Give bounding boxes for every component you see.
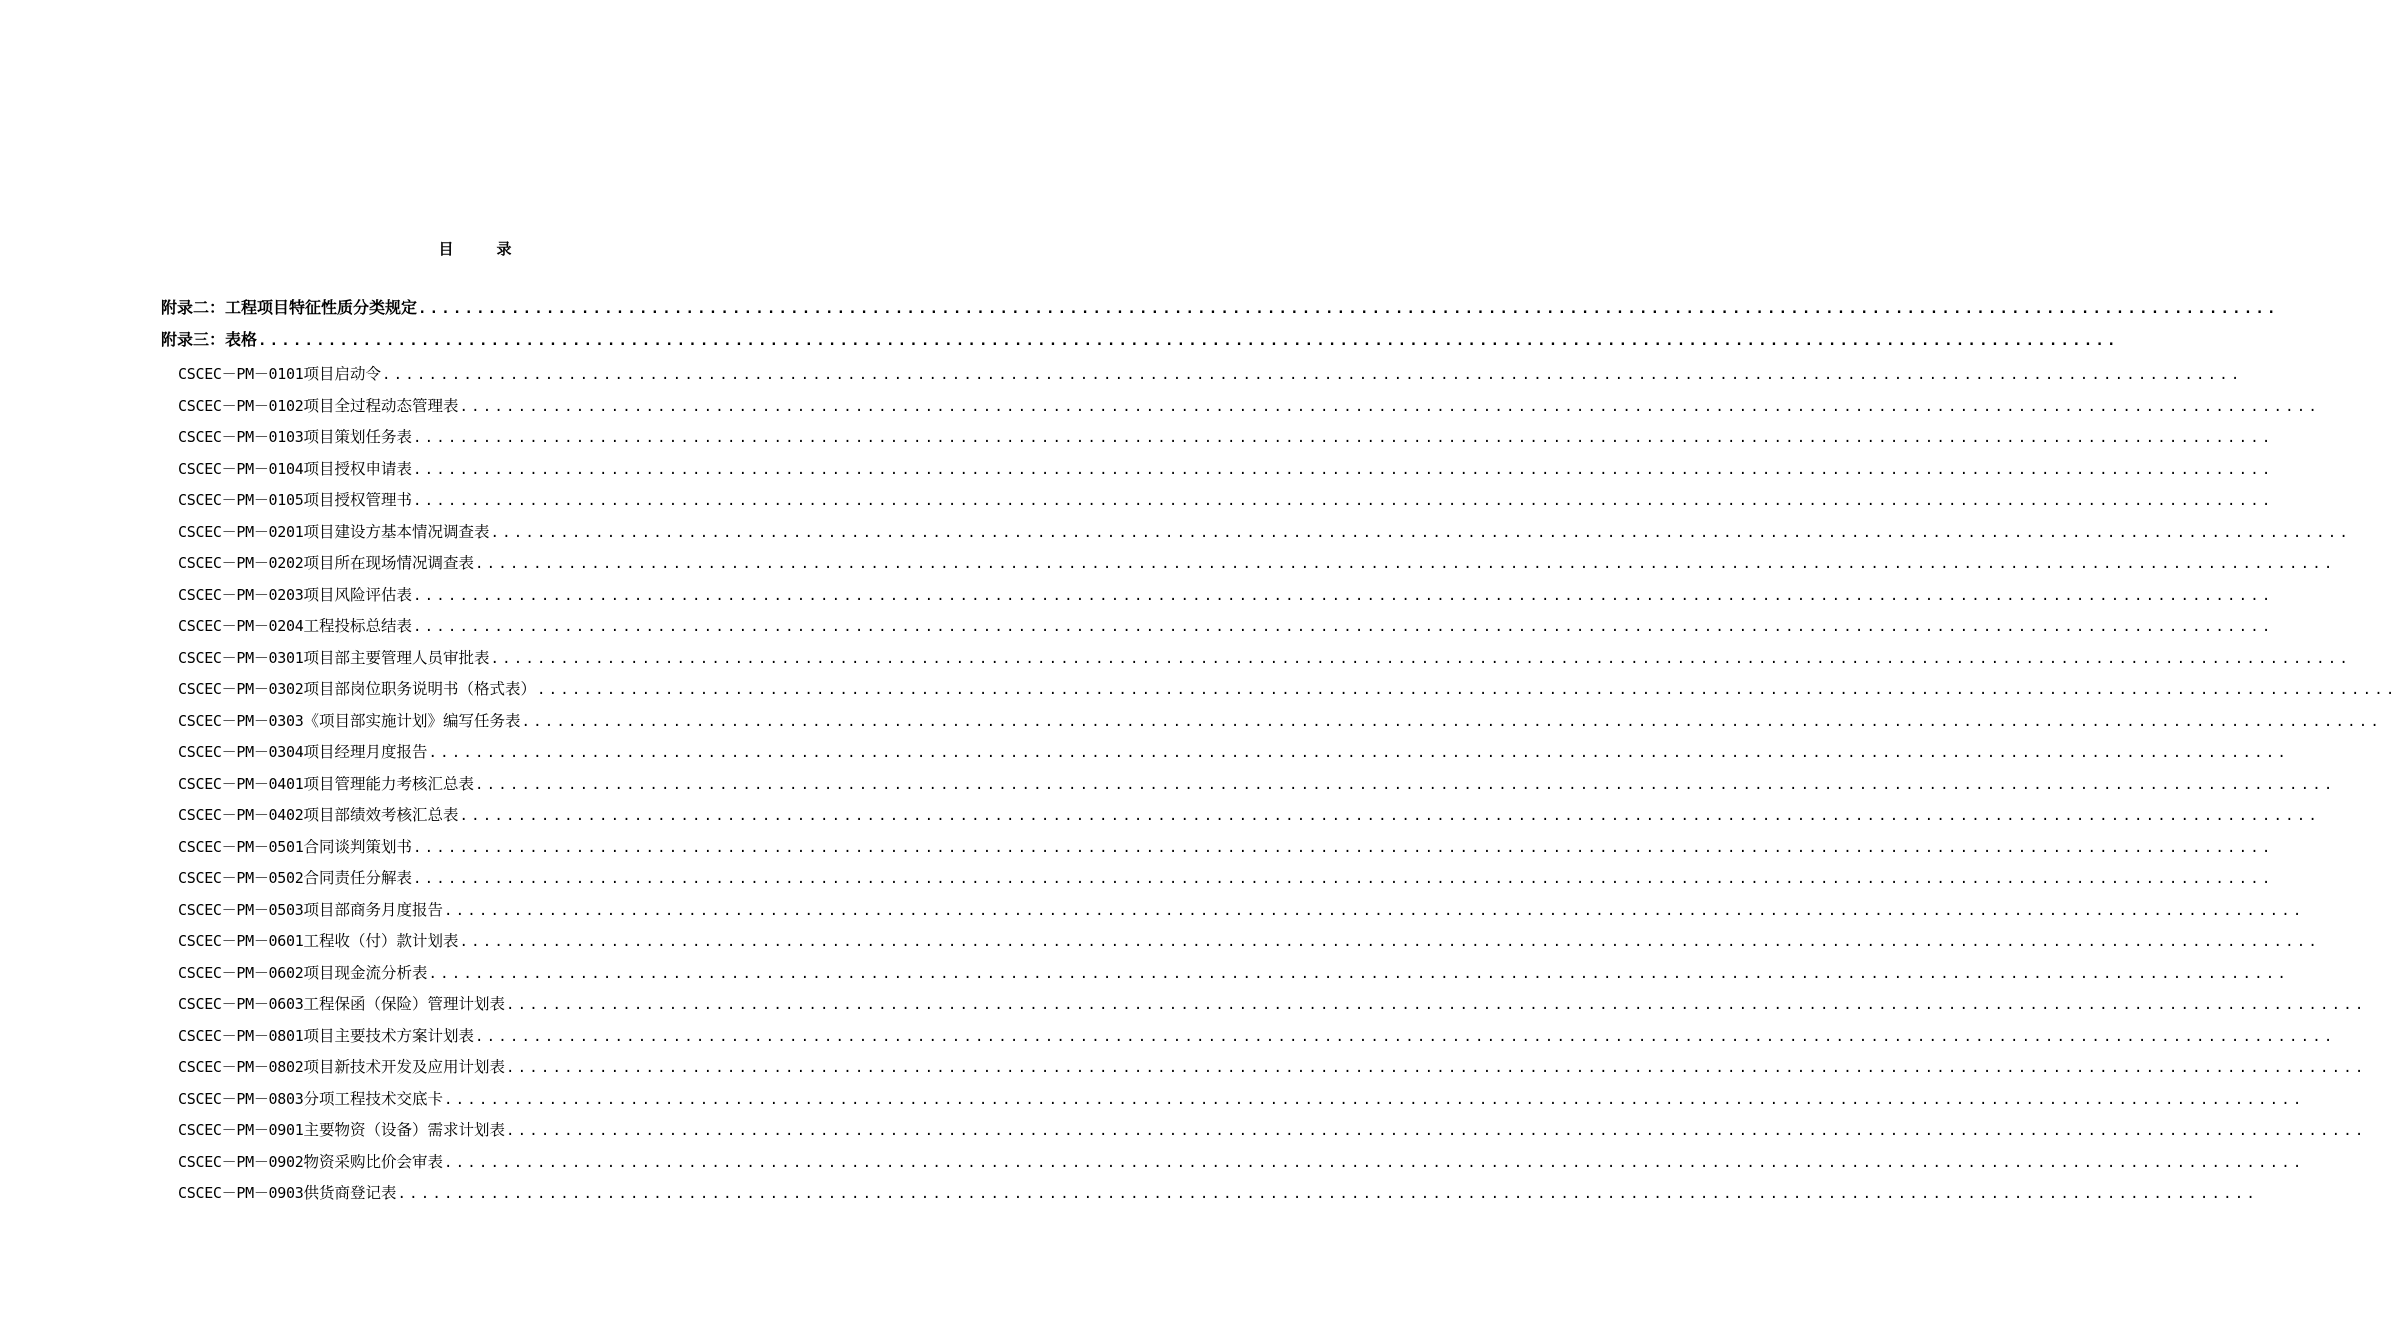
toc-section-appendix-3[interactable] — [161, 328, 2119, 352]
toc-leader: ................................................................................................................................................................ — [412, 619, 2274, 635]
toc-entry-text: 工程投标总结表 — [303, 617, 412, 635]
toc-entry-0103[interactable] — [178, 425, 2274, 449]
toc-entry-code: CSCEC－PM－0402 — [178, 806, 304, 824]
toc-entry-0201[interactable] — [178, 520, 2352, 544]
toc-entry-0901[interactable] — [178, 1118, 2367, 1142]
toc-leader: ................................................................................................................................................................ — [459, 398, 2321, 415]
toc-entry-0401[interactable] — [178, 772, 2336, 796]
toc-leader: ................................................................................................................................................................ — [490, 650, 2352, 667]
toc-leader: ................................................................................................................................................................ — [443, 1091, 2305, 1108]
toc-leader: ................................................................................................................................................................ — [505, 1123, 2367, 1139]
toc-entry-text: 项目新技术开发及应用计划表 — [303, 1058, 505, 1076]
toc-entry-code: CSCEC－PM－0503 — [178, 900, 304, 919]
toc-leader: ................................................................................................................................................................ — [459, 808, 2321, 824]
toc-entry-text: 项目建设方基本情况调查表 — [303, 522, 490, 541]
toc-entry-0802[interactable] — [178, 1055, 2367, 1079]
toc-entry-0501[interactable] — [178, 835, 2274, 859]
toc-leader: ................................................................................................................................................................ — [536, 682, 2398, 698]
toc-entry-text: 合同谈判策划书 — [303, 837, 412, 856]
toc-entry-0603[interactable] — [178, 992, 2367, 1016]
toc-leader: ................................................................................................................................................................ — [412, 493, 2274, 509]
toc-entry-0402[interactable] — [178, 803, 2321, 827]
toc-entry-code: CSCEC－PM－0304 — [178, 743, 304, 761]
toc-entry-code: CSCEC－PM－0105 — [178, 491, 304, 509]
toc-title: 目 录 — [438, 240, 526, 258]
toc-entry-0301[interactable] — [178, 646, 2352, 670]
toc-leader: ................................................................................................................................................................ — [412, 839, 2274, 856]
toc-entry-0602[interactable] — [178, 961, 2290, 985]
toc-leader: ................................................................................................................................................................ — [428, 965, 2290, 982]
toc-entry-code: CSCEC－PM－0602 — [178, 963, 304, 982]
toc-entry-text: 项目部商务月度报告 — [303, 900, 443, 919]
toc-entry-code: CSCEC－PM－0303 — [178, 711, 304, 730]
toc-entry-text: 项目授权申请表 — [303, 459, 412, 478]
toc-entry-0801[interactable] — [178, 1024, 2336, 1048]
toc-leader: ................................................................................................................................................................ — [428, 745, 2290, 761]
toc-section-text: 附录三：表格 — [161, 330, 258, 349]
toc-entry-text: 工程保函（保险）管理计划表 — [303, 995, 505, 1013]
toc-entry-code: CSCEC－PM－0201 — [178, 522, 304, 541]
toc-leader: ................................................................................................................................................................ — [474, 556, 2336, 572]
toc-entry-0902[interactable] — [178, 1150, 2305, 1174]
toc-section-appendix-2[interactable] — [161, 296, 2279, 320]
toc-leader: ................................................................................................................................................................ — [459, 934, 2321, 950]
toc-entry-code: CSCEC－PM－0502 — [178, 869, 304, 887]
toc-entry-0101[interactable] — [178, 362, 2243, 386]
toc-entry-0204[interactable] — [178, 614, 2274, 638]
toc-entry-text: 分项工程技术交底卡 — [303, 1089, 443, 1108]
toc-entry-code: CSCEC－PM－0203 — [178, 585, 304, 604]
toc-entry-code: CSCEC－PM－0204 — [178, 617, 304, 635]
toc-entry-0601[interactable] — [178, 929, 2321, 953]
toc-entry-text: 项目风险评估表 — [303, 585, 412, 604]
toc-entry-0302[interactable] — [178, 677, 2398, 701]
toc-entry-code: CSCEC－PM－0802 — [178, 1058, 304, 1076]
toc-entry-code: CSCEC－PM－0101 — [178, 365, 304, 383]
toc-leader: ................................................................................................................................................................ — [505, 1060, 2367, 1076]
toc-entry-text: 项目部主要管理人员审批表 — [303, 648, 490, 667]
toc-entry-0105[interactable] — [178, 488, 2274, 512]
toc-entry-text: 项目管理能力考核汇总表 — [303, 774, 474, 793]
toc-entry-text: 项目授权管理书 — [303, 491, 412, 509]
toc-entry-code: CSCEC－PM－0901 — [178, 1121, 304, 1139]
toc-entry-code: CSCEC－PM－0103 — [178, 428, 304, 446]
toc-entry-code: CSCEC－PM－0202 — [178, 554, 304, 572]
toc-leader: ................................................................................................................................................................ — [412, 461, 2274, 478]
toc-entry-0203[interactable] — [178, 583, 2274, 607]
toc-leader: ................................................................................................................................................................ — [397, 1186, 2259, 1202]
toc-entry-code: CSCEC－PM－0301 — [178, 648, 304, 667]
toc-entry-code: CSCEC－PM－0902 — [178, 1152, 304, 1171]
toc-leader: ................................................................................................................................................................ — [490, 524, 2352, 541]
toc-entry-code: CSCEC－PM－0801 — [178, 1026, 304, 1045]
toc-leader: ................................................................................................................................................................ — [381, 367, 2243, 383]
toc-entry-text: 项目策划任务表 — [303, 428, 412, 446]
toc-entry-0102[interactable] — [178, 394, 2321, 418]
toc-entry-0803[interactable] — [178, 1087, 2305, 1111]
toc-entry-code: CSCEC－PM－0104 — [178, 459, 304, 478]
toc-entry-code: CSCEC－PM－0601 — [178, 932, 304, 950]
toc-entry-code: CSCEC－PM－0401 — [178, 774, 304, 793]
toc-entry-text: 《项目部实施计划》编写任务表 — [303, 711, 521, 730]
toc-entry-text: 物资采购比价会审表 — [303, 1152, 443, 1171]
toc-entry-code: CSCEC－PM－0102 — [178, 396, 304, 415]
toc-entry-text: 合同责任分解表 — [303, 869, 412, 887]
toc-entry-0903[interactable] — [178, 1181, 2259, 1205]
toc-entry-code: CSCEC－PM－0302 — [178, 680, 304, 698]
toc-entry-code: CSCEC－PM－0603 — [178, 995, 304, 1013]
toc-entry-text: 项目现金流分析表 — [303, 963, 428, 982]
toc-entry-0503[interactable] — [178, 898, 2305, 922]
toc-entry-0502[interactable] — [178, 866, 2274, 890]
toc-entry-text: 项目全过程动态管理表 — [303, 396, 459, 415]
toc-entry-text: 项目所在现场情况调查表 — [303, 554, 474, 572]
toc-leader: ................................................................................................................................................................ — [412, 430, 2274, 446]
toc-entry-code: CSCEC－PM－0501 — [178, 837, 304, 856]
toc-entry-0104[interactable] — [178, 457, 2274, 481]
toc-leader: ................................................................................................................................................................ — [474, 1028, 2336, 1045]
toc-entry-text: 供货商登记表 — [303, 1184, 397, 1202]
toc-leader: ................................................................................................................................................................ — [412, 587, 2274, 604]
toc-leader: ................................................................................................................................................................ — [521, 713, 2383, 730]
toc-leader: ................................................................................................................................................................ — [505, 997, 2367, 1013]
toc-entry-text: 项目部岗位职务说明书（格式表） — [303, 680, 536, 698]
toc-entry-text: 项目部绩效考核汇总表 — [303, 806, 459, 824]
toc-entry-text: 工程收（付）款计划表 — [303, 932, 459, 950]
toc-leader: ................................................................................................................................................................ — [474, 776, 2336, 793]
toc-entry-0202[interactable] — [178, 551, 2336, 575]
toc-entry-0304[interactable] — [178, 740, 2290, 764]
toc-leader: ................................................................................................................................................................ — [418, 301, 2279, 317]
toc-entry-code: CSCEC－PM－0903 — [178, 1184, 304, 1202]
toc-leader: ................................................................................................................................................................ — [443, 902, 2305, 919]
toc-entry-text: 项目启动令 — [303, 365, 381, 383]
toc-leader: ................................................................................................................................................................ — [443, 1154, 2305, 1171]
toc-section-text: 附录二：工程项目特征性质分类规定 — [161, 298, 418, 317]
toc-entry-0303[interactable] — [178, 709, 2383, 733]
toc-entry-code: CSCEC－PM－0803 — [178, 1089, 304, 1108]
toc-entry-text: 项目经理月度报告 — [303, 743, 428, 761]
toc-leader: ................................................................................................................................................................ — [258, 333, 2119, 349]
toc-leader: ................................................................................................................................................................ — [412, 871, 2274, 887]
toc-entry-text: 项目主要技术方案计划表 — [303, 1026, 474, 1045]
toc-entry-text: 主要物资（设备）需求计划表 — [303, 1121, 505, 1139]
